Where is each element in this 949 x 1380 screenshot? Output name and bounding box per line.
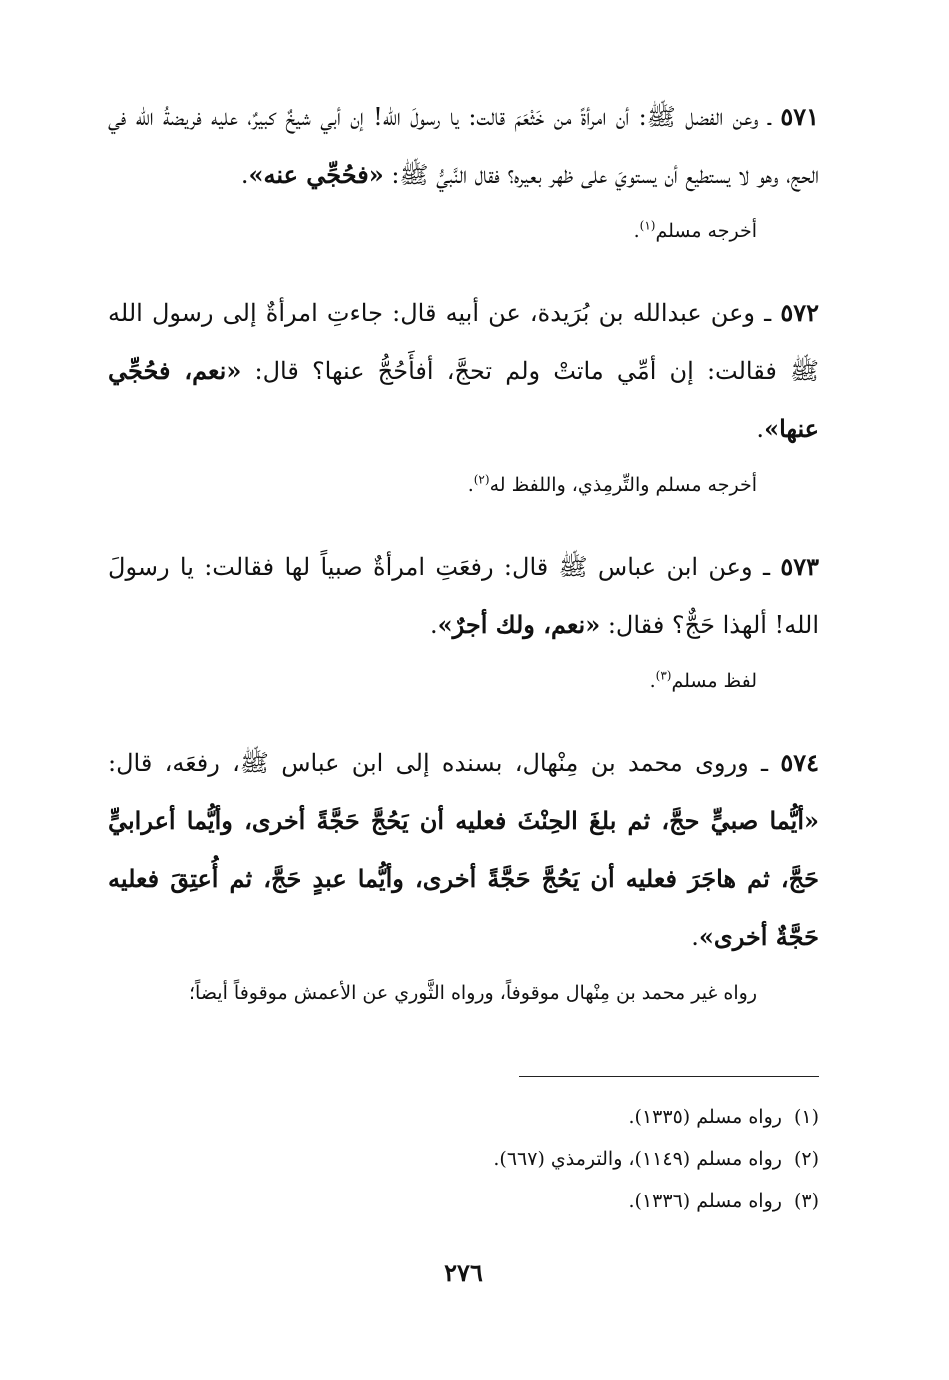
hadith-block xyxy=(108,284,819,500)
hadith-body: ـ وعن ابن عباس ﷺ قال: رفعَتِ امرأةٌ صبياً لها فقالت: يا رسولَ الله! ألهذا حَجٌّ؟ فقال: xyxy=(108,553,819,639)
hadith-source: أخرجه مسلم$^{(١)}$. xyxy=(633,218,757,242)
hadith-text: ٥٧٤ ـ وروى محمد بن مِنْهال، بسنده إلى ابن عباس ﷺ، رفعَه، قال: «أيُّما صبيٍّ حجَّ، ثم بلغَ الحِنْثَ فعليه أن يَحُجَّ حَجَّةً أخرى، وأيُّما أعرابيٍّ حَجَّ، ثم هاجَرَ فعليه أن يَحُجَّ حَجَّةً أخرى، وأيُّما عبدٍ حَجَّ، ثم أُعتِقَ فعليه حَجَّةٌ أخرى». xyxy=(108,748,819,951)
footnote-text: رواه مسلم (١٣٣٥). xyxy=(628,1106,782,1128)
hadith-quote: «نعم، فحُجِّي عنها» xyxy=(108,356,819,443)
hadith-text: ٥٧١ ـ وعن الفضل ﷺ: أن امرأةً من خَثْعَمَ قالت: يا رسولَ الله! إن أبي شيخٌ كبيرٌ، عليه فريضةُ الله في الحج، وهو لا يستطيع أن يستويَ على ظهر بعيره؟ فقال النَّبيُّ ﷺ: «فحُجِّي عنه». xyxy=(108,102,819,189)
document-page xyxy=(108,88,819,1320)
footnote-item xyxy=(108,1138,819,1180)
footnote-text: رواه مسلم (١١٤٩)، والترمذي (٦٦٧). xyxy=(493,1148,782,1170)
footnote-number: (١) xyxy=(793,1106,819,1128)
hadith-text: ٥٧٣ ـ وعن ابن عباس ﷺ قال: رفعَتِ امرأةٌ صبياً لها فقالت: يا رسولَ الله! ألهذا حَجٌّ؟ فقال: «نعم، ولك أجرٌ». xyxy=(108,552,819,639)
hadith-body: ـ وعن عبدالله بن بُرَيدة، عن أبيه قال: جاءتِ امرأةٌ إلى رسول الله ﷺ فقالت: إن أمِّي ماتتْ ولم تحجَّ، أفأَحُجُّ عنها؟ قال: xyxy=(108,299,820,385)
hadith-quote: «فحُجِّي عنه» xyxy=(248,160,384,189)
page-number: ٢٧٦ xyxy=(444,1258,483,1287)
footnotes xyxy=(108,1096,819,1222)
hadith-block xyxy=(108,538,819,696)
hadith-number: ٥٧١ xyxy=(780,102,819,131)
hadith-quote: «نعم، ولك أجرٌ» xyxy=(437,610,601,639)
footnote-item xyxy=(108,1180,819,1222)
hadith-quote: «أيُّما صبيٍّ حجَّ، ثم بلغَ الحِنْثَ فعليه أن يَحُجَّ حَجَّةً أخرى، وأيُّما أعرابيٍّ حَجَّ، ثم هاجَرَ فعليه أن يَحُجَّ حَجَّةً أخرى، وأيُّما عبدٍ حَجَّ، ثم أُعتِقَ فعليه حَجَّةٌ أخرى» xyxy=(108,806,819,951)
hadith-source: رواه غير محمد بن مِنْهال موقوفاً، ورواه الثَّوري عن الأعمش موقوفاً أيضاً؛ xyxy=(189,982,757,1004)
hadith-source: أخرجه مسلم والتِّرمِذي، واللفظ له$^{(٢)}$. xyxy=(467,472,757,496)
hadith-number: ٥٧٣ xyxy=(780,552,819,581)
footnote-item xyxy=(108,1096,819,1138)
hadith-number: ٥٧٤ xyxy=(780,748,819,777)
hadith-source: لفظ مسلم$^{(٣)}$. xyxy=(649,668,757,692)
hadith-text: ٥٧٢ ـ وعن عبدالله بن بُرَيدة، عن أبيه قال: جاءتِ امرأةٌ إلى رسول الله ﷺ فقالت: إن أمِّي ماتتْ ولم تحجَّ، أفأَحُجُّ عنها؟ قال: «نعم، فحُجِّي عنها». xyxy=(108,298,820,443)
footnote-marker: (٢) xyxy=(473,472,490,487)
footnote-marker: (٣) xyxy=(655,668,672,683)
footnote-number: (٣) xyxy=(793,1190,819,1212)
hadith-body: ـ وعن الفضل ﷺ: أن امرأةً من خَثْعَمَ قالت: يا رسولَ الله! إن أبي شيخٌ كبيرٌ، عليه فريضةُ الله في الحج، وهو لا يستطيع أن يستويَ على ظهر بعيره؟ فقال النَّبيُّ ﷺ: xyxy=(108,103,819,189)
footnote-text: رواه مسلم (١٣٣٦). xyxy=(628,1190,782,1212)
hadith-block xyxy=(108,734,819,1008)
footnote-number: (٢) xyxy=(793,1148,819,1170)
hadith-number: ٥٧٢ xyxy=(780,298,819,327)
hadith-block xyxy=(108,88,819,246)
footnote-marker: (١) xyxy=(639,218,656,233)
hadith-body: ـ وروى محمد بن مِنْهال، بسنده إلى ابن عباس ﷺ، رفعَه، قال: xyxy=(108,749,768,777)
footnote-separator xyxy=(519,1076,819,1077)
